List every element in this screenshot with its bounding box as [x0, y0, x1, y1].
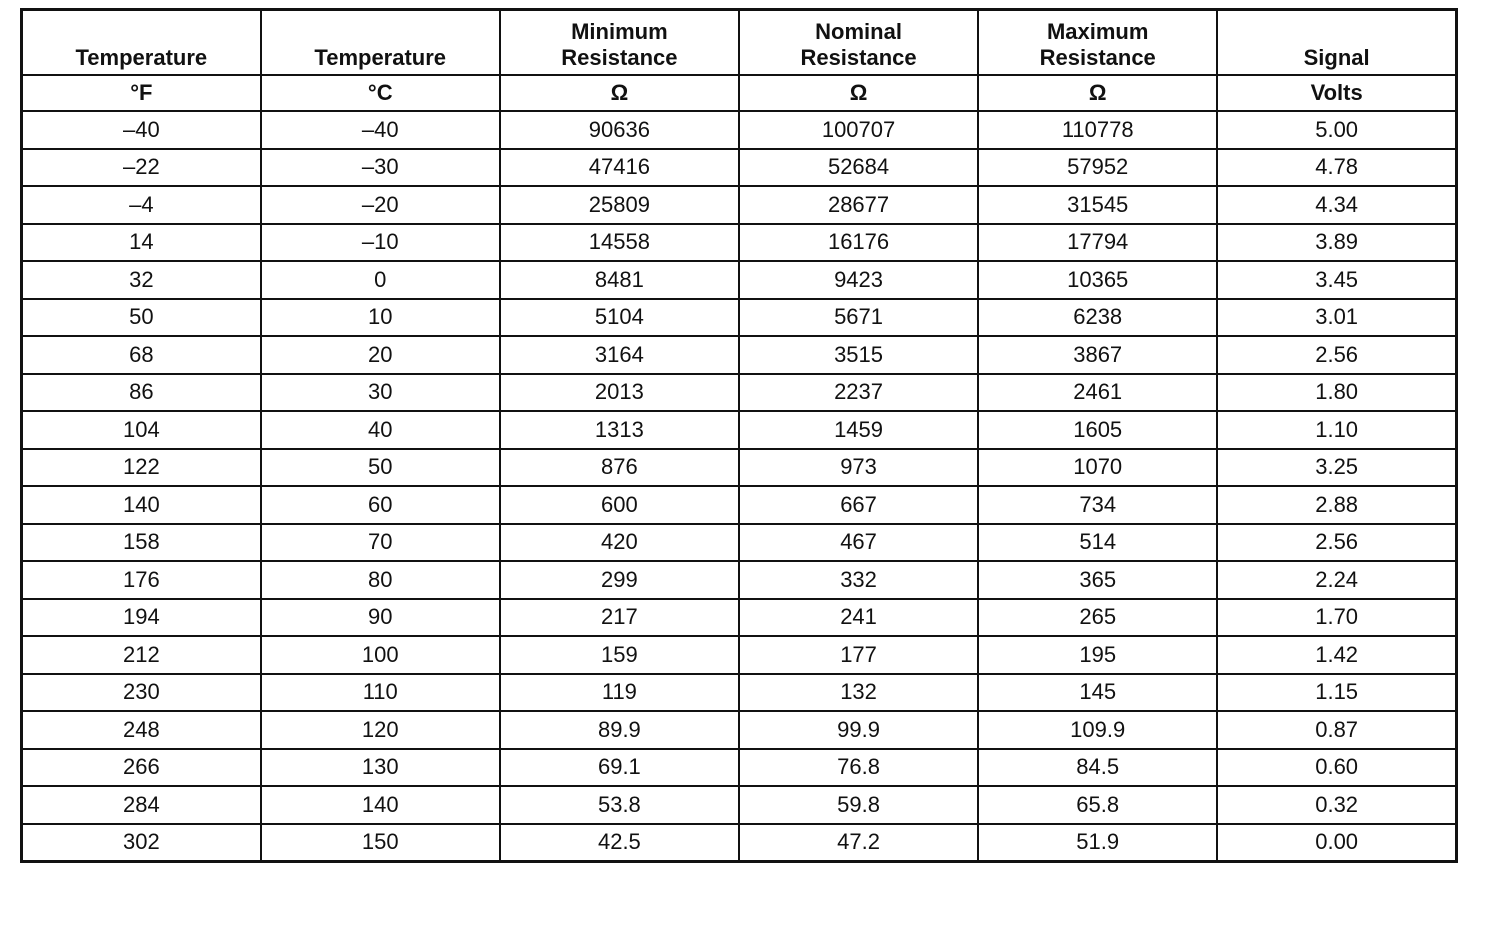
table-row: [22, 524, 1457, 562]
temp-f-cell: 230: [22, 674, 261, 712]
max-resistance-cell: 10365: [978, 261, 1217, 299]
temp-c-cell: 0: [261, 261, 500, 299]
nominal-resistance-cell: 467: [739, 524, 978, 562]
signal-volts-cell: 2.56: [1217, 336, 1456, 374]
table-row: [22, 186, 1457, 224]
signal-volts-cell: 3.01: [1217, 299, 1456, 337]
min-resistance-cell: 14558: [500, 224, 739, 262]
table-row: [22, 674, 1457, 712]
temp-f-cell: 302: [22, 824, 261, 862]
signal-volts-cell: 1.42: [1217, 636, 1456, 674]
header-unit-row: [22, 75, 1457, 111]
temp-c-cell: 120: [261, 711, 500, 749]
signal-volts-cell: 2.24: [1217, 561, 1456, 599]
signal-volts-cell: 1.15: [1217, 674, 1456, 712]
nominal-resistance-cell: 2237: [739, 374, 978, 412]
signal-volts-cell: 2.56: [1217, 524, 1456, 562]
max-resistance-unit: Ω: [978, 75, 1217, 111]
temp-f-header: [22, 10, 261, 76]
table-row: [22, 711, 1457, 749]
min-resistance-cell: 3164: [500, 336, 739, 374]
table-row: [22, 599, 1457, 637]
max-resistance-cell: 2461: [978, 374, 1217, 412]
temp-f-cell: 158: [22, 524, 261, 562]
table-row: [22, 224, 1457, 262]
min-resistance-cell: 5104: [500, 299, 739, 337]
header-title-row: [22, 10, 1457, 76]
table-row: [22, 449, 1457, 487]
min-resistance-cell: 89.9: [500, 711, 739, 749]
temp-f-cell: 248: [22, 711, 261, 749]
nominal-resistance-cell: 99.9: [739, 711, 978, 749]
nominal-resistance-cell: 59.8: [739, 786, 978, 824]
max-resistance-cell: 6238: [978, 299, 1217, 337]
temp-c-cell: 10: [261, 299, 500, 337]
signal-unit: Volts: [1217, 75, 1456, 111]
temp-f-cell: –22: [22, 149, 261, 187]
temp-f-cell: 140: [22, 486, 261, 524]
min-resistance-cell: 53.8: [500, 786, 739, 824]
temp-f-cell: 212: [22, 636, 261, 674]
min-resistance-cell: 47416: [500, 149, 739, 187]
header-title-line: Resistance: [800, 45, 917, 70]
min-resistance-cell: 299: [500, 561, 739, 599]
min-resistance-cell: 1313: [500, 411, 739, 449]
temp-c-cell: –40: [261, 111, 500, 149]
min-resistance-cell: 2013: [500, 374, 739, 412]
temp-f-cell: 104: [22, 411, 261, 449]
temp-f-cell: 50: [22, 299, 261, 337]
max-resistance-header: [978, 10, 1217, 76]
signal-volts-cell: 1.70: [1217, 599, 1456, 637]
table-row: [22, 149, 1457, 187]
temp-c-cell: –10: [261, 224, 500, 262]
nominal-resistance-cell: 132: [739, 674, 978, 712]
signal-volts-cell: 3.25: [1217, 449, 1456, 487]
temp-f-cell: 266: [22, 749, 261, 787]
min-resistance-cell: 217: [500, 599, 739, 637]
header-title-line: Resistance: [1039, 45, 1156, 70]
nominal-resistance-cell: 47.2: [739, 824, 978, 862]
nominal-resistance-cell: 16176: [739, 224, 978, 262]
temperature-resistance-table: [20, 8, 1458, 863]
min-resistance-cell: 69.1: [500, 749, 739, 787]
signal-volts-cell: 1.10: [1217, 411, 1456, 449]
nominal-resistance-header: [739, 10, 978, 76]
table-row: [22, 561, 1457, 599]
temp-f-cell: 194: [22, 599, 261, 637]
temp-f-cell: –4: [22, 186, 261, 224]
min-resistance-unit: Ω: [500, 75, 739, 111]
min-resistance-cell: 25809: [500, 186, 739, 224]
max-resistance-cell: 109.9: [978, 711, 1217, 749]
max-resistance-cell: 195: [978, 636, 1217, 674]
signal-volts-cell: 0.60: [1217, 749, 1456, 787]
min-resistance-cell: 90636: [500, 111, 739, 149]
temp-f-cell: –40: [22, 111, 261, 149]
table-row: [22, 261, 1457, 299]
temp-f-cell: 14: [22, 224, 261, 262]
signal-volts-cell: 2.88: [1217, 486, 1456, 524]
temp-f-cell: 32: [22, 261, 261, 299]
temp-c-cell: 140: [261, 786, 500, 824]
signal-volts-cell: 3.45: [1217, 261, 1456, 299]
signal-volts-cell: 0.00: [1217, 824, 1456, 862]
temp-c-cell: 50: [261, 449, 500, 487]
signal-volts-cell: 5.00: [1217, 111, 1456, 149]
table-row: [22, 824, 1457, 862]
min-resistance-cell: 420: [500, 524, 739, 562]
temp-c-cell: 30: [261, 374, 500, 412]
table-row: [22, 486, 1457, 524]
min-resistance-cell: 42.5: [500, 824, 739, 862]
temp-c-cell: 90: [261, 599, 500, 637]
signal-volts-cell: 3.89: [1217, 224, 1456, 262]
max-resistance-cell: 84.5: [978, 749, 1217, 787]
temp-c-cell: 60: [261, 486, 500, 524]
nominal-resistance-cell: 5671: [739, 299, 978, 337]
table-row: [22, 749, 1457, 787]
signal-volts-cell: 4.34: [1217, 186, 1456, 224]
min-resistance-cell: 159: [500, 636, 739, 674]
table-row: [22, 299, 1457, 337]
temp-c-cell: 110: [261, 674, 500, 712]
max-resistance-cell: 31545: [978, 186, 1217, 224]
temp-f-cell: 86: [22, 374, 261, 412]
nominal-resistance-cell: 1459: [739, 411, 978, 449]
table-row: [22, 636, 1457, 674]
temp-c-cell: 130: [261, 749, 500, 787]
min-resistance-cell: 600: [500, 486, 739, 524]
max-resistance-cell: 1070: [978, 449, 1217, 487]
max-resistance-cell: 57952: [978, 149, 1217, 187]
temp-c-cell: 150: [261, 824, 500, 862]
nominal-resistance-cell: 28677: [739, 186, 978, 224]
max-resistance-cell: 734: [978, 486, 1217, 524]
max-resistance-cell: 145: [978, 674, 1217, 712]
temp-c-cell: 100: [261, 636, 500, 674]
temp-f-cell: 122: [22, 449, 261, 487]
min-resistance-header: [500, 10, 739, 76]
header-title-line: Maximum: [1046, 19, 1149, 44]
temp-f-unit: °F: [22, 75, 261, 111]
nominal-resistance-cell: 3515: [739, 336, 978, 374]
nominal-resistance-cell: 241: [739, 599, 978, 637]
max-resistance-cell: 51.9: [978, 824, 1217, 862]
nominal-resistance-cell: 76.8: [739, 749, 978, 787]
temp-c-cell: 40: [261, 411, 500, 449]
table-row: [22, 374, 1457, 412]
signal-volts-cell: 1.80: [1217, 374, 1456, 412]
min-resistance-cell: 119: [500, 674, 739, 712]
header-title-line: Resistance: [561, 45, 678, 70]
min-resistance-cell: 8481: [500, 261, 739, 299]
max-resistance-cell: 17794: [978, 224, 1217, 262]
header-title-line: Minimum: [571, 19, 668, 44]
header-title-line: Signal: [1303, 45, 1370, 70]
max-resistance-cell: 1605: [978, 411, 1217, 449]
nominal-resistance-cell: 332: [739, 561, 978, 599]
nominal-resistance-unit: Ω: [739, 75, 978, 111]
table-header: [22, 10, 1457, 112]
temp-c-cell: 20: [261, 336, 500, 374]
temp-c-cell: 70: [261, 524, 500, 562]
nominal-resistance-cell: 973: [739, 449, 978, 487]
table-row: [22, 786, 1457, 824]
temp-f-cell: 284: [22, 786, 261, 824]
signal-volts-cell: 0.87: [1217, 711, 1456, 749]
nominal-resistance-cell: 667: [739, 486, 978, 524]
header-title-line: Temperature: [314, 45, 447, 70]
temp-f-cell: 68: [22, 336, 261, 374]
signal-volts-cell: 0.32: [1217, 786, 1456, 824]
table-row: [22, 411, 1457, 449]
table-body: [22, 111, 1457, 862]
header-title-line: Temperature: [75, 45, 208, 70]
nominal-resistance-cell: 177: [739, 636, 978, 674]
min-resistance-cell: 876: [500, 449, 739, 487]
temp-c-cell: –30: [261, 149, 500, 187]
nominal-resistance-cell: 9423: [739, 261, 978, 299]
temp-c-cell: –20: [261, 186, 500, 224]
max-resistance-cell: 110778: [978, 111, 1217, 149]
nominal-resistance-cell: 52684: [739, 149, 978, 187]
table-row: [22, 111, 1457, 149]
max-resistance-cell: 65.8: [978, 786, 1217, 824]
nominal-resistance-cell: 100707: [739, 111, 978, 149]
header-title-line: Nominal: [815, 19, 902, 44]
max-resistance-cell: 365: [978, 561, 1217, 599]
signal-volts-cell: 4.78: [1217, 149, 1456, 187]
temp-c-unit: °C: [261, 75, 500, 111]
temp-f-cell: 176: [22, 561, 261, 599]
temp-c-cell: 80: [261, 561, 500, 599]
signal-header: [1217, 10, 1456, 76]
temp-c-header: [261, 10, 500, 76]
table-row: [22, 336, 1457, 374]
max-resistance-cell: 514: [978, 524, 1217, 562]
max-resistance-cell: 265: [978, 599, 1217, 637]
max-resistance-cell: 3867: [978, 336, 1217, 374]
